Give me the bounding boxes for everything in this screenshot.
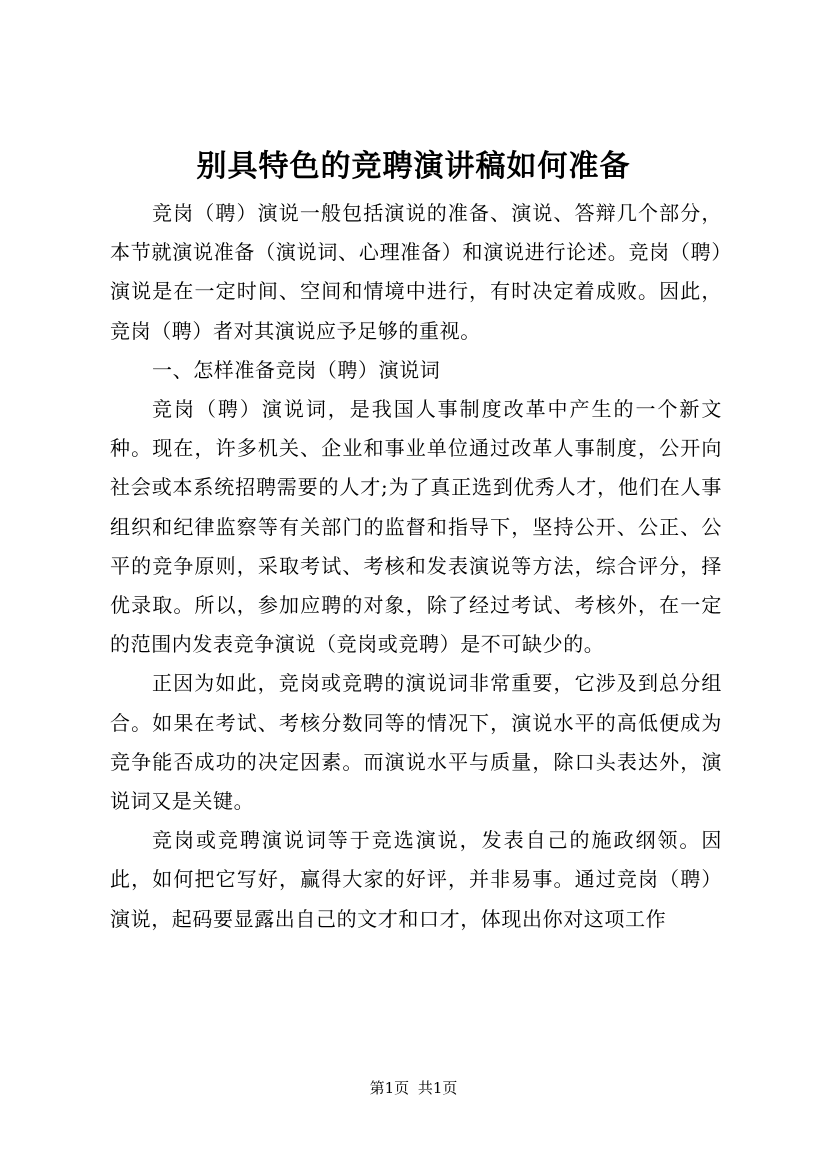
paragraph-importance: 正因为如此，竞岗或竞聘的演说词非常重要，它涉及到总分组合。如果在考试、考核分数同等的情况下，演说水平的高低便成为竞争能否成功的决定因素。而演说水平与质量，除口头表达外，演说词又是关键。 bbox=[110, 671, 722, 814]
document-title: 别具特色的竞聘演讲稿如何准备 bbox=[196, 149, 631, 184]
page-number: 第1页 bbox=[369, 1079, 410, 1097]
paragraph-intro: 竞岗（聘）演说一般包括演说的准备、演说、答辩几个部分，本节就演说准备（演说词、心理准备）和演说进行论述。竞岗（聘）演说是在一定时间、空间和情境中进行，有时决定着成败。因此，竞岗（聘）者对其演说应予足够的重视。 bbox=[110, 201, 722, 343]
paragraph-writing: 竞岗或竞聘演说词等于竞选演说，发表自己的施政纲领。因此，如何把它写好，赢得大家的好评，并非易事。通过竞岗（聘）演说，起码要显露出自己的文才和口才，体现出你对这项工作 bbox=[110, 828, 722, 931]
total-pages: 共1页 bbox=[417, 1079, 458, 1097]
document-body bbox=[110, 194, 722, 939]
page-footer bbox=[0, 1078, 827, 1098]
section-heading: 一、怎样准备竞岗（聘）演说词 bbox=[152, 357, 441, 382]
paragraph-definition: 竞岗（聘）演说词，是我国人事制度改革中产生的一个新文种。现在，许多机关、企业和事业单位通过改革人事制度，公开向社会或本系统招聘需要的人才;为了真正选到优秀人才，他们在人事组织和纪律监察等有关部门的监督和指导下，坚持公开、公正、公平的竞争原则，采取考试、考核和发表演说等方法，综合评分，择优录取。所以，参加应聘的对象，除了经过考试、考核外，在一定的范围内发表竞争演说（竞岗或竞聘）是不可缺少的。 bbox=[110, 397, 722, 657]
